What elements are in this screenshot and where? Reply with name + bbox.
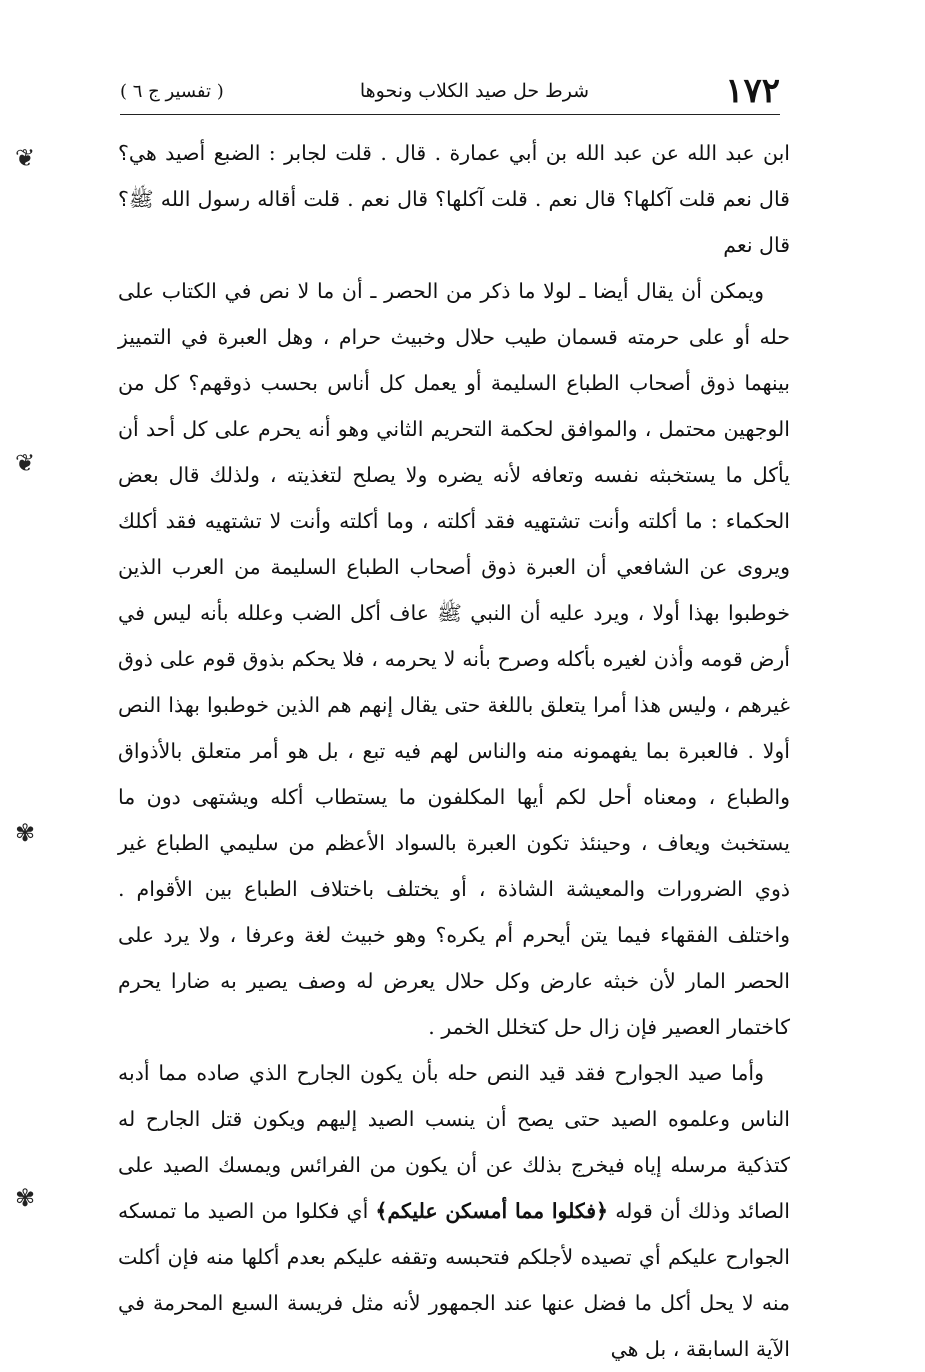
running-header: [120, 68, 780, 115]
paragraph: [118, 1050, 790, 1372]
ornament-flower-icon: ✾: [14, 819, 36, 847]
page-number: ١٧٢: [725, 71, 780, 111]
body-text: [118, 130, 790, 1372]
ornament-leaf-icon: ❦: [14, 144, 36, 172]
paragraph: ويمكن أن يقال أيضا ـ لولا ما ذكر من الحصر ـ أن ما لا نص في الكتاب على حله أو على حرمته قسمان طيب حلال وخبيث حرام ، وهل العبرة في التمييز بينهما ذوق أصحاب الطباع السليمة أو يعمل كل أناس بحسب ذوقهم؟ كل من الوجهين محتمل ، والموافق لحكمة التحريم الثاني وهو أنه يحرم على كل أحد أن يأكل ما يستخبثه نفسه وتعافه لأنه يضره ولا يصلح لتغذيته ، ولذلك قال بعض الحكماء : ما أكلته وأنت تشتهيه فقد أكلته ، وما أكلته وأنت لا تشتهيه فقد أكلك ويروى عن الشافعي أن العبرة ذوق أصحاب الطباع السليمة من العرب الذين خوطبوا بهذا أولا ، ويرد عليه أن النبي ﷺ عاف أكل الضب وعلله بأنه ليس في أرض قومه وأذن لغيره بأكله وصرح بأنه لا يحرمه ، فلا يحكم بذوق قوم على ذوق غيرهم ، وليس هذا أمرا يتعلق باللغة حتى يقال إنهم هم الذين خوطبوا بهذا النص أولا . فالعبرة بما يفهمونه منه والناس لهم فيه تبع ، بل هو أمر متعلق بالأذواق والطباع ، ومعناه أحل لكم أيها المكلفون ما يستطاب أكله ويشتهى دون ما يستخبث ويعاف ، وحينئذ تكون العبرة بالسواد الأعظم من سليمي الطباع غير ذوي الضرورات والمعيشة الشاذة ، أو يختلف باختلاف الطباع بين الأقوام . واختلف الفقهاء فيما يتن أيحرم أم يكره؟ وهو خبيث لغة وعرفا ، ولا يرد على الحصر المار لأن خبثه عارض وكل حلال يعرض له وصف يصير به ضارا يحرم كاختمار العصير فإن زال حل كتخلل الخمر .: [118, 279, 790, 1039]
paragraph: ابن عبد الله عن عبد الله بن أبي عمارة . قال . قلت لجابر : الضبع أصيد هي؟ قال نعم قلت آكلها؟ قال نعم . قلت آكلها؟ قال نعم . قلت أقاله رسول الله ﷺ؟ قال نعم: [118, 141, 790, 257]
ornament-leaf-icon: ❦: [14, 449, 36, 477]
ornament-flower-icon: ✾: [14, 1184, 36, 1212]
paragraph-text: وأما صيد الجوارح فقد قيد النص حله بأن يكون الجارح الذي صاده مما أدبه الناس وعلموه الصيد حتى يصح أن ينسب الصيد إليهم ويكون قتل الجارح له كتذكية مرسله إياه فيخرج بذلك عن أن يكون من الفرائس ويمسك الصيد على الصائد وذلك أن قوله: [118, 1061, 790, 1223]
paragraph-text: أي فكلوا من الصيد ما تمسكه الجوارح عليكم أي تصيده لأجلكم فتحبسه وتقفه عليكم بعدم أكلها منه فإن أكلت منه لا يحل أكل ما فضل عنها عند الجمهور لأنه مثل فريسة السبع المحرمة في الآية السابقة ، بل هي: [118, 1199, 790, 1361]
volume-label: ( تفسير ج ٦ ): [120, 80, 224, 102]
running-title: شرط حل صيد الكلاب ونحوها: [359, 80, 590, 102]
quran-quote: ﴿فكلوا مما أمسكن عليكم﴾: [375, 1199, 609, 1223]
